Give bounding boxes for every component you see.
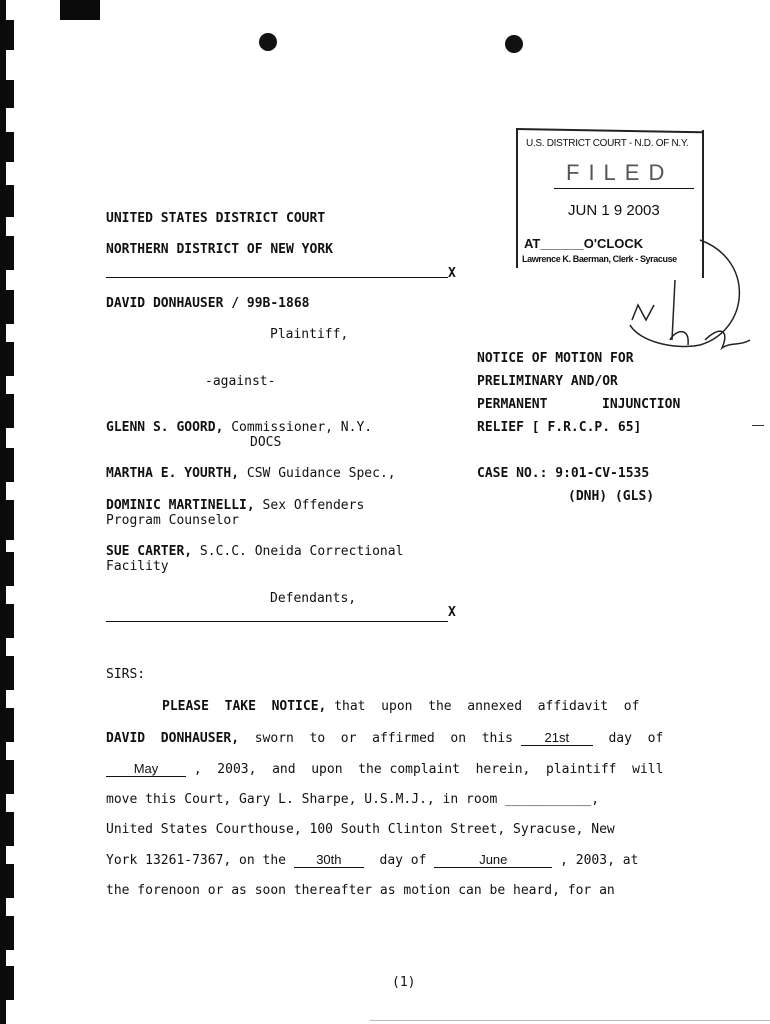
motion-title-line2: PRELIMINARY AND/OR: [477, 374, 618, 389]
stamp-clerk: Lawrence K. Baerman, Clerk - Syracuse: [522, 254, 677, 264]
page-bottom-rule: [370, 1020, 770, 1021]
body-line-1: PLEASE TAKE NOTICE, that upon the annexed affidavit of: [162, 699, 640, 714]
defendant-2-title: CSW Guidance Spec.,: [239, 466, 396, 481]
body-line-7: the forenoon or as soon thereafter as motion can be heard, for an: [106, 883, 615, 898]
margin-dash: [752, 425, 764, 426]
motion-title-line3a: PERMANENT: [477, 397, 548, 412]
defendant-3: [106, 498, 364, 513]
body-line-5: United States Courthouse, 100 South Clinton Street, Syracuse, New: [106, 822, 615, 837]
motion-title-line1: NOTICE OF MOTION FOR: [477, 351, 634, 366]
defendants-role: Defendants,: [270, 591, 357, 606]
stamp-date: JUN 1 9 2003: [568, 202, 660, 219]
body-line-4: move this Court, Gary L. Sharpe, U.S.M.J., in room ___________,: [106, 792, 600, 807]
defendant-2: [106, 466, 396, 481]
stamp-at-line: AT______O'CLOCK: [524, 236, 644, 251]
case-judges: (DNH) (GLS): [568, 489, 655, 504]
defendant-3-title: Sex Offenders: [254, 498, 365, 513]
caption-top-rule: [106, 277, 448, 278]
salutation: SIRS:: [106, 667, 146, 682]
against-label: -against-: [205, 374, 276, 389]
defendant-3-name: DOMINIC MARTINELLI,: [106, 498, 255, 513]
defendant-1: [106, 420, 372, 435]
caption-x-top: X: [448, 266, 456, 281]
defendant-3-title-line2: Program Counselor: [106, 513, 240, 528]
affidavit-month: May: [106, 761, 186, 777]
court-district: NORTHERN DISTRICT OF NEW YORK: [106, 242, 333, 257]
defendant-4-title: S.C.C. Oneida Correctional: [192, 544, 404, 559]
caption-x-bottom: X: [448, 605, 456, 620]
scan-edge-strip: [0, 0, 14, 1024]
handwritten-annotation: [580, 230, 770, 370]
body-line-6: York 13261-7367, on the 30th day of June , 2003, at: [106, 852, 639, 868]
court-name: UNITED STATES DISTRICT COURT: [106, 211, 326, 226]
affiant-name: DAVID DONHAUSER,: [106, 731, 240, 746]
defendant-4: [106, 544, 403, 559]
notice-lead: PLEASE TAKE NOTICE,: [162, 699, 327, 714]
stamp-court: U.S. DISTRICT COURT - N.D. OF N.Y.: [526, 138, 689, 149]
plaintiff-name: DAVID DONHAUSER / 99B-1868: [106, 296, 310, 311]
defendant-4-name: SUE CARTER,: [106, 544, 193, 559]
affidavit-day: 21st: [521, 730, 593, 746]
punch-hole-right: [505, 35, 523, 53]
stamp-filed: FILED: [566, 160, 674, 185]
motion-title-line3b: INJUNCTION: [602, 397, 681, 412]
hearing-day: 30th: [294, 852, 364, 868]
caption-bottom-rule: [106, 621, 448, 622]
body-line-2: DAVID DONHAUSER, sworn to or affirmed on this 21st day of: [106, 730, 664, 746]
scan-corner-mark: [60, 0, 100, 20]
page-number: (1): [392, 975, 416, 990]
stamp-rule: [554, 188, 694, 189]
defendant-1-title-line2: DOCS: [250, 435, 282, 450]
defendant-4-title-line2: Facility: [106, 559, 169, 574]
plaintiff-role: Plaintiff,: [270, 327, 349, 342]
case-number: CASE NO.: 9:01-CV-1535: [477, 466, 650, 481]
motion-title-line4: RELIEF [ F.R.C.P. 65]: [477, 420, 642, 435]
defendant-1-title: Commissioner, N.Y.: [223, 420, 373, 435]
punch-hole-left: [259, 33, 277, 51]
defendant-2-name: MARTHA E. YOURTH,: [106, 466, 240, 481]
hearing-month: June: [434, 852, 552, 868]
defendant-1-name: GLENN S. GOORD,: [106, 420, 224, 435]
body-line-3: May , 2003, and upon the complaint herein, plaintiff will: [106, 761, 663, 777]
